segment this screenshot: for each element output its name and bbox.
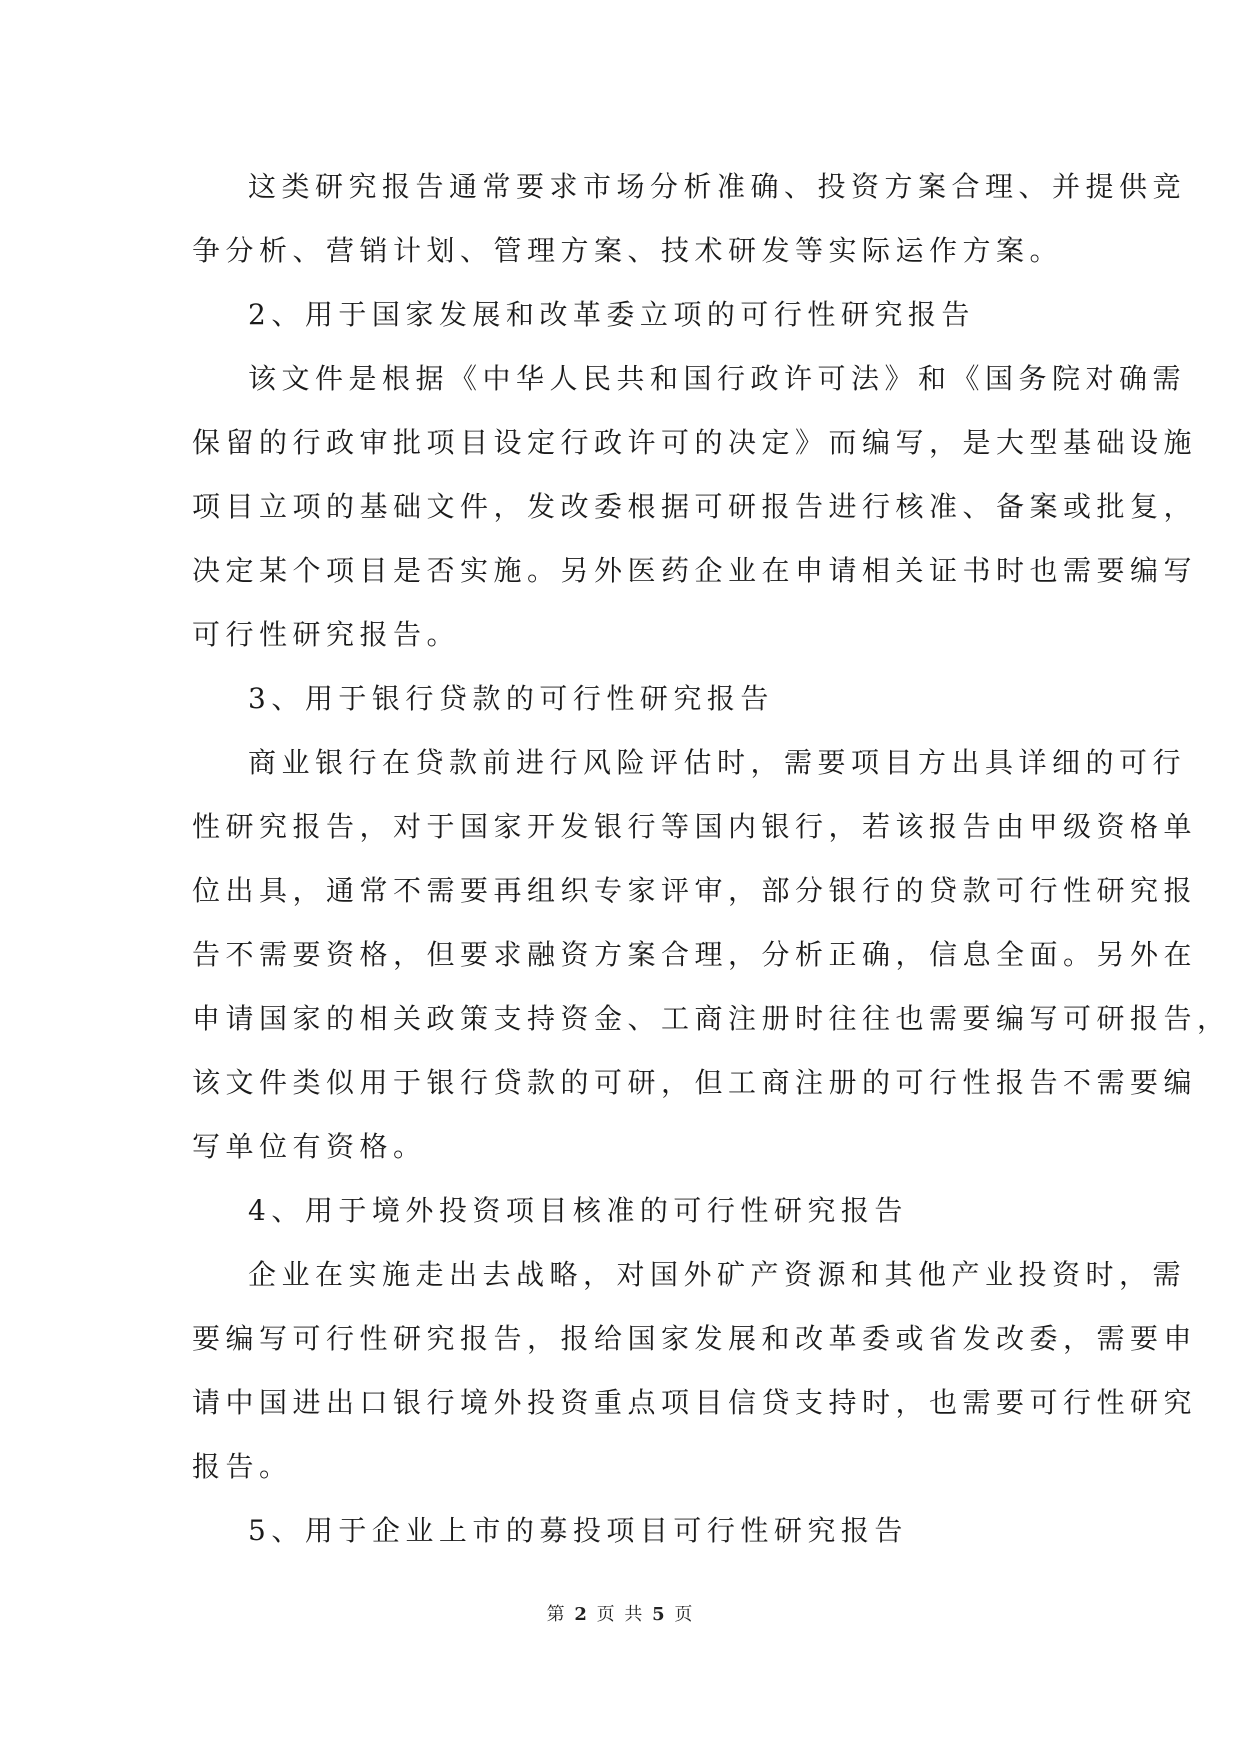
paragraph-line: 该文件类似用于银行贷款的可研，但工商注册的可行性报告不需要编 [192, 1066, 1198, 1099]
paragraph-line: 这类研究报告通常要求市场分析准确、投资方案合理、并提供竞 [248, 170, 1187, 203]
paragraph-line: 保留的行政审批项目设定行政许可的决定》而编写，是大型基础设施 [192, 426, 1198, 459]
paragraph-line: 位出具，通常不需要再组织专家评审，部分银行的贷款可行性研究报 [192, 874, 1198, 907]
section-heading-4: 4、用于境外投资项目核准的可行性研究报告 [248, 1194, 908, 1227]
paragraph-line: 项目立项的基础文件，发改委根据可研报告进行核准、备案或批复， [192, 490, 1198, 523]
paragraph-line: 性研究报告，对于国家开发银行等国内银行，若该报告由甲级资格单 [192, 810, 1198, 843]
page-number-footer [0, 1600, 1241, 1626]
document-body [192, 155, 1231, 1563]
paragraph-line: 要编写可行性研究报告，报给国家发展和改革委或省发改委，需要申 [192, 1322, 1198, 1355]
paragraph-line: 报告。 [192, 1450, 293, 1483]
paragraph-line: 告不需要资格，但要求融资方案合理，分析正确，信息全面。另外在 [192, 938, 1198, 971]
total-pages-number: 5 [652, 1604, 667, 1625]
paragraph-line: 商业银行在贷款前进行风险评估时，需要项目方出具详细的可行 [248, 746, 1187, 779]
paragraph-line: 写单位有资格。 [192, 1130, 427, 1163]
paragraph-line: 决定某个项目是否实施。另外医药企业在申请相关证书时也需要编写 [192, 554, 1198, 587]
paragraph-line: 争分析、营销计划、管理方案、技术研发等实际运作方案。 [192, 234, 1064, 267]
paragraph-line: 企业在实施走出去战略，对国外矿产资源和其他产业投资时，需 [248, 1258, 1187, 1291]
footer-suffix: 页 [674, 1604, 695, 1625]
section-heading-3: 3、用于银行贷款的可行性研究报告 [248, 682, 774, 715]
current-page-number: 2 [574, 1604, 589, 1625]
paragraph-line: 可行性研究报告。 [192, 618, 461, 651]
paragraph-line: 请中国进出口银行境外投资重点项目信贷支持时，也需要可行性研究 [192, 1386, 1198, 1419]
section-heading-5: 5、用于企业上市的募投项目可行性研究报告 [248, 1514, 908, 1547]
footer-middle: 页 共 [596, 1604, 645, 1625]
footer-prefix: 第 [546, 1604, 567, 1625]
section-heading-2: 2、用于国家发展和改革委立项的可行性研究报告 [248, 298, 975, 331]
paragraph-line: 该文件是根据《中华人民共和国行政许可法》和《国务院对确需 [248, 362, 1187, 395]
paragraph-line: 申请国家的相关政策支持资金、工商注册时往往也需要编写可研报告， [192, 1002, 1231, 1035]
